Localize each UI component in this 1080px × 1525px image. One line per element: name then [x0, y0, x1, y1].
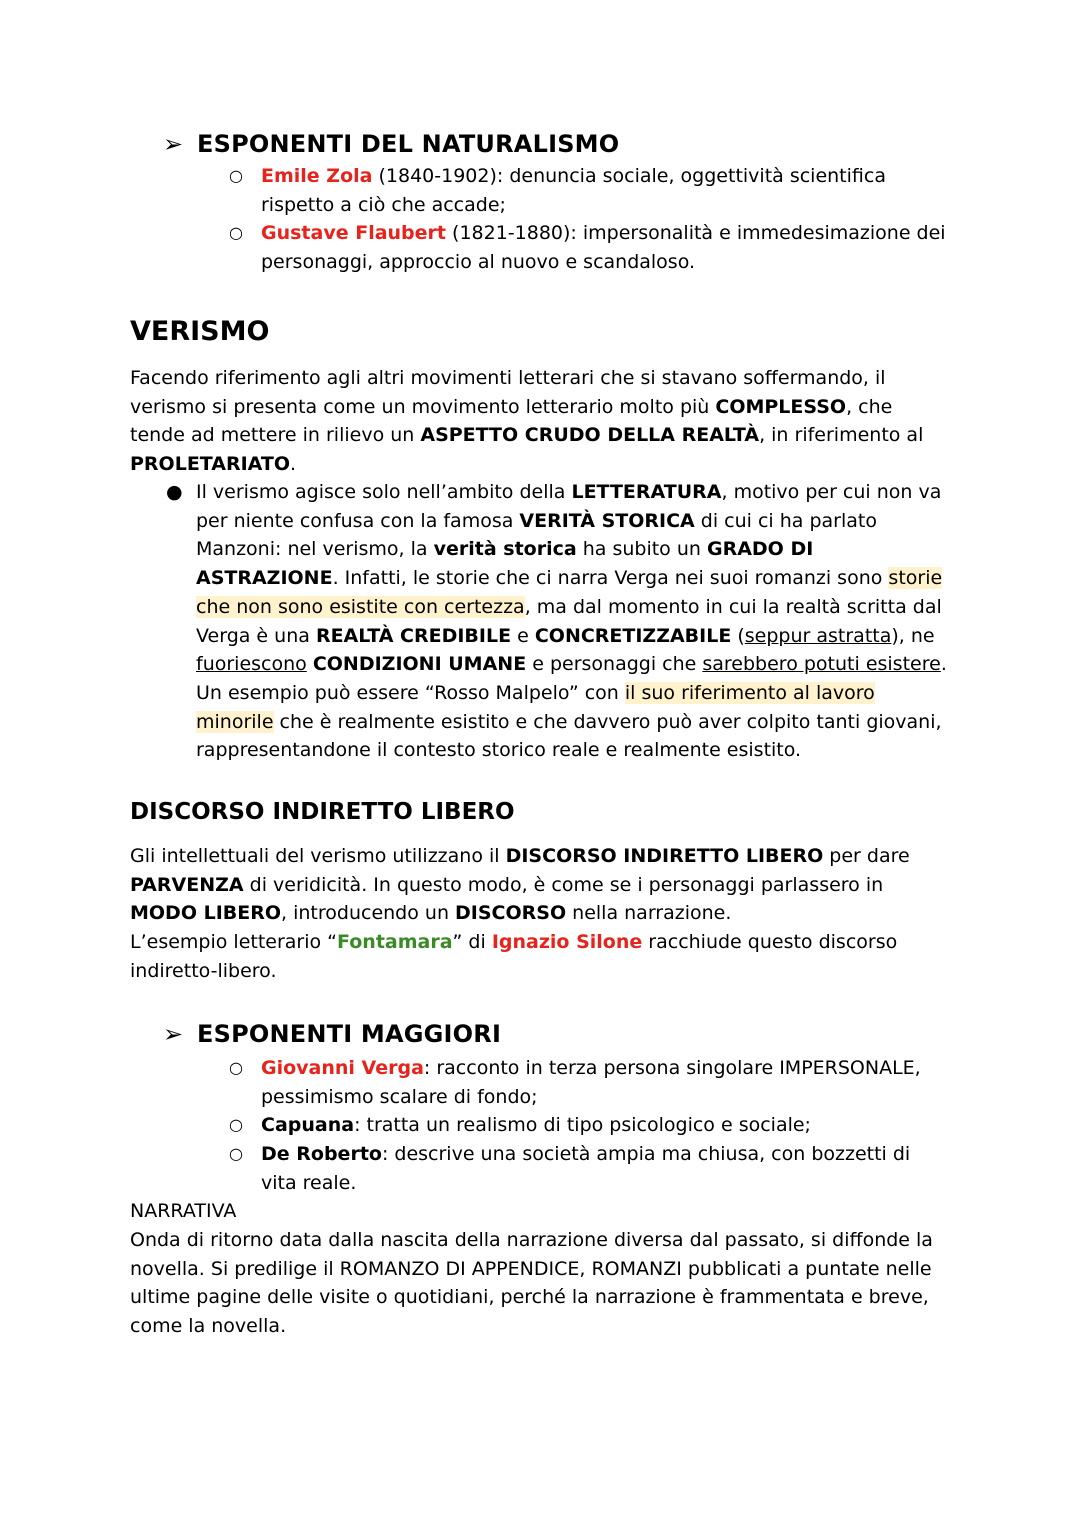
verismo-intro: Facendo riferimento agli altri movimenti letterari che si stavano soffermando, il verismo si presenta come un movimento letterario molto più COMPLESSO, che tende ad mettere in rilievo un ASPETTO CRUDO DELLA REALTÀ, in riferimento al PROLETARIATO.	[130, 367, 924, 476]
author-name: Gustave Flaubert	[261, 222, 446, 245]
highlighted-text: storie che non sono esistite con certezza	[196, 567, 943, 618]
author-name: Giovanni Verga	[261, 1057, 424, 1079]
underlined-text: seppur astratta	[744, 624, 892, 647]
arrow-bullet-icon: ➢	[163, 1020, 184, 1048]
author-name: Capuana	[261, 1114, 355, 1137]
highlighted-text: il suo riferimento al lavoro minorile	[196, 681, 875, 733]
author-name: De Roberto	[261, 1143, 382, 1166]
narrativa-paragraph: Onda di ritorno data dalla nascita della narrazione diversa dal passato, si diffonde la novella. Si predilige il ROMANZO DI APPENDICE, ROMANZI pubblicati a puntate nelle ultime pagine delle visite o quotidiani, perché la narrazione è frammentata e breve, come la novella.	[130, 1229, 933, 1338]
maggiori-heading: ➢ ESPONENTI MAGGIORI	[163, 1020, 502, 1048]
underlined-text: sarebbero potuti esistere	[702, 653, 941, 676]
naturalismo-list	[229, 162, 951, 277]
list-item: ○ Emile Zola (1840-1902): denuncia sociale, oggettività scientifica rispetto a ciò che accade;	[261, 162, 951, 219]
list-item: ● Il verismo agisce solo nell’ambito della LETTERATURA, motivo per cui non va per niente confusa con la famosa VERITÀ STORICA di cui ci ha parlato Manzoni: nel verismo, la verità storica ha subito un GRADO DI ASTRAZIONE. Infatti, le storie che ci narra Verga nei suoi romanzi sono storie che non sono esistite con certezza, ma dal momento in cui la realtà scritta dal Verga è una REALTÀ CREDIBILE e CONCRETIZZABILE (seppur astratta), ne fuoriescono CONDIZIONI UMANE e personaggi che sarebbero potuti esistere. Un esempio può essere “Rosso Malpelo” con il suo riferimento al lavoro minorile che è realmente esistito e che davvero può aver colpito tanti giovani, rappresentandone il contesto storico reale e realmente esistito.	[196, 478, 956, 765]
list-item: ○ De Roberto: descrive una società ampia ma chiusa, con bozzetti di vita reale.	[261, 1140, 951, 1197]
book-title: Fontamara	[337, 931, 453, 954]
list-item: ○ Capuana: tratta un realismo di tipo psicologico e sociale;	[261, 1111, 951, 1140]
underlined-text: fuoriescono	[196, 653, 307, 676]
author-name: Ignazio Silone	[491, 931, 643, 954]
circle-bullet-icon: ○	[229, 1058, 243, 1077]
discorso-paragraph: Gli intellettuali del verismo utilizzano il DISCORSO INDIRETTO LIBERO per dare PARVENZA di veridicità. In questo modo, è come se i personaggi parlassero in MODO LIBERO, introducendo un DISCORSO nella narrazione. L’esempio letterario “Fontamara” di Ignazio Silone racchiude questo discorso indiretto-libero.	[130, 845, 910, 982]
narrativa-label: NARRATIVA	[130, 1200, 237, 1222]
author-name: Emile Zola	[261, 165, 373, 187]
verismo-bullet-list	[166, 478, 956, 765]
circle-bullet-icon: ○	[229, 1144, 243, 1164]
maggiori-list	[229, 1054, 951, 1198]
discorso-heading: DISCORSO INDIRETTO LIBERO	[130, 799, 515, 825]
naturalismo-heading: ➢ ESPONENTI DEL NATURALISMO	[163, 130, 620, 158]
dot-bullet-icon: ●	[166, 481, 183, 503]
circle-bullet-icon: ○	[229, 1115, 243, 1135]
circle-bullet-icon: ○	[229, 223, 243, 243]
arrow-bullet-icon: ➢	[163, 130, 184, 158]
list-item: ○ Giovanni Verga: racconto in terza persona singolare IMPERSONALE, pessimismo scalare di fondo;	[261, 1054, 951, 1111]
verismo-heading: VERISMO	[130, 316, 270, 347]
list-item: ○ Gustave Flaubert (1821-1880): impersonalità e immedesimazione dei personaggi, approccio al nuovo e scandaloso.	[261, 219, 951, 276]
circle-bullet-icon: ○	[229, 166, 243, 185]
